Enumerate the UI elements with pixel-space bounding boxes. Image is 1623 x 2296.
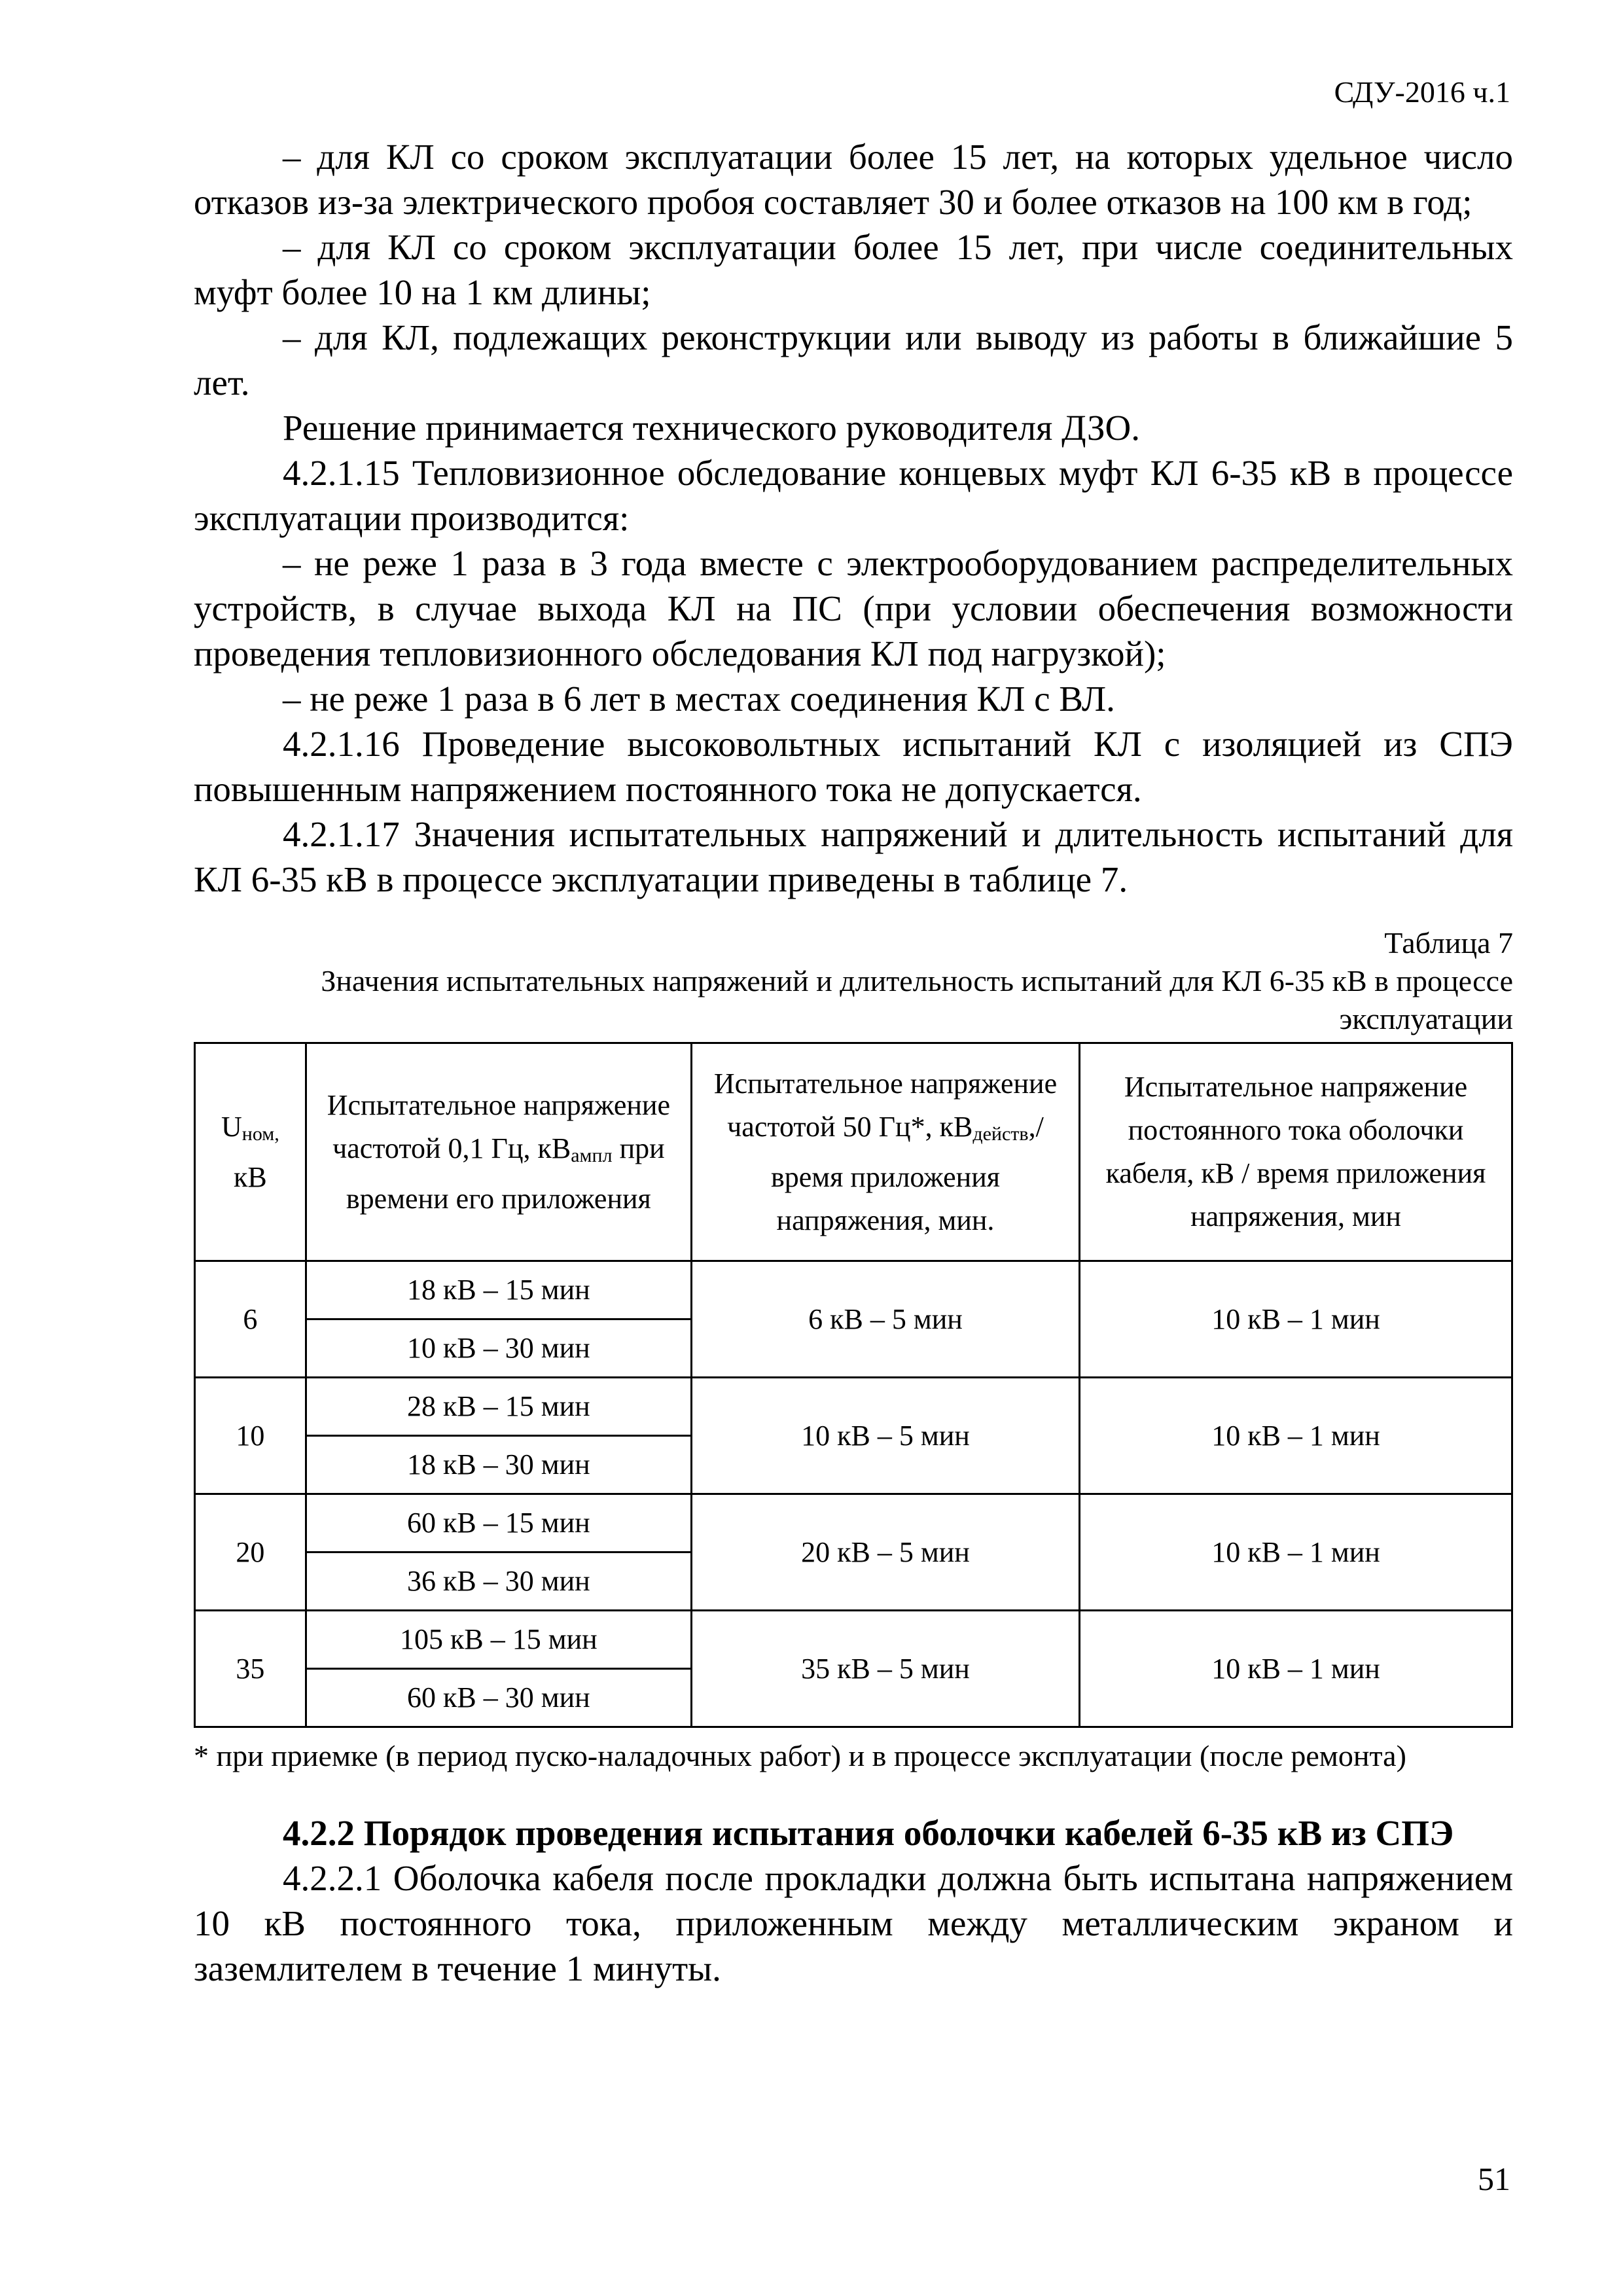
header-u-symbol: U — [221, 1110, 242, 1143]
cell-ac50: 35 кВ – 5 мин — [691, 1611, 1079, 1727]
header-vlf-text: Испытательное напряжение частотой 0,1 Гц, кВ — [327, 1088, 670, 1164]
paragraph: – для КЛ со сроком эксплуатации более 15 лет, при числе соединительных муфт более 10 на 1 км длины; — [194, 227, 1513, 312]
header-dc-sheath: Испытательное напряжение постоянного тока оболочки кабеля, кВ / время приложения напряжения, мин — [1080, 1043, 1512, 1261]
cell-ac50: 20 кВ – 5 мин — [691, 1494, 1079, 1611]
paragraph: – не реже 1 раза в 3 года вместе с электрооборудованием распределительных устройств, в случае выхода КЛ на ПС (при условии обеспечения возможности проведения тепловизионного обследования КЛ под нагрузкой); — [194, 543, 1513, 673]
cell-vlf: 105 кВ – 15 мин — [306, 1611, 691, 1669]
header-u-subscript: ном, — [241, 1122, 279, 1145]
cell-u-nom: 35 — [195, 1611, 306, 1727]
cell-dc-sheath: 10 кВ – 1 мин — [1080, 1378, 1512, 1494]
table-row — [195, 1261, 1512, 1319]
cell-vlf: 60 кВ – 15 мин — [306, 1494, 691, 1552]
section-heading: 4.2.2 Порядок проведения испытания оболочки кабелей 6-35 кВ из СПЭ — [283, 1813, 1454, 1853]
cell-ac50: 10 кВ – 5 мин — [691, 1378, 1079, 1494]
header-u-nom — [195, 1043, 306, 1261]
document-code: СДУ-2016 ч.1 — [1334, 75, 1510, 109]
cell-vlf: 18 кВ – 15 мин — [306, 1261, 691, 1319]
section-paragraph: 4.2.2.1 Оболочка кабеля после прокладки должна быть испытана напряжением 10 кВ постоянного тока, приложенным между металлическим экраном и заземлителем в течение 1 минуты. — [194, 1858, 1513, 1988]
page-content — [194, 134, 1513, 1991]
paragraph: – для КЛ, подлежащих реконструкции или выводу из работы в ближайшие 5 лет. — [194, 317, 1513, 403]
table-row — [195, 1611, 1512, 1669]
header-ac50 — [691, 1043, 1079, 1261]
cell-vlf: 60 кВ – 30 мин — [306, 1669, 691, 1727]
cell-u-nom: 10 — [195, 1378, 306, 1494]
paragraph: – для КЛ со сроком эксплуатации более 15 лет, на которых удельное число отказов из-за электрического пробоя составляет 30 и более отказов на 100 км в год; — [194, 137, 1513, 222]
paragraph: 4.2.1.16 Проведение высоковольтных испытаний КЛ с изоляцией из СПЭ повышенным напряжением постоянного тока не допускается. — [194, 724, 1513, 809]
cell-vlf: 36 кВ – 30 мин — [306, 1552, 691, 1611]
page-number: 51 — [1478, 2161, 1510, 2197]
table-row — [195, 1378, 1512, 1436]
paragraph: 4.2.1.15 Тепловизионное обследование концевых муфт КЛ 6-35 кВ в процессе эксплуатации производится: — [194, 453, 1513, 538]
header-vlf-subscript: ампл — [571, 1144, 613, 1166]
paragraph: – не реже 1 раза в 6 лет в местах соединения КЛ с ВЛ. — [283, 679, 1115, 719]
paragraph: Решение принимается технического руководителя ДЗО. — [283, 408, 1141, 448]
table-title: Значения испытательных напряжений и длительность испытаний для КЛ 6-35 кВ в процессе эксплуатации — [321, 964, 1513, 1035]
cell-ac50: 6 кВ – 5 мин — [691, 1261, 1079, 1378]
cell-vlf: 10 кВ – 30 мин — [306, 1319, 691, 1378]
table-number: Таблица 7 — [1384, 926, 1513, 960]
header-u-unit: кВ — [234, 1160, 267, 1193]
cell-vlf: 28 кВ – 15 мин — [306, 1378, 691, 1436]
header-ac50-subscript: действ — [972, 1122, 1029, 1145]
cell-dc-sheath: 10 кВ – 1 мин — [1080, 1261, 1512, 1378]
cell-dc-sheath: 10 кВ – 1 мин — [1080, 1611, 1512, 1727]
header-vlf — [306, 1043, 691, 1261]
header-ac50-text: Испытательное напряжение частотой 50 Гц*, кВ — [713, 1067, 1058, 1143]
cell-u-nom: 6 — [195, 1261, 306, 1378]
cell-u-nom: 20 — [195, 1494, 306, 1611]
table-footnote: * при приемке (в период пуско-наладочных работ) и в процессе эксплуатации (после ремонта) — [194, 1739, 1406, 1772]
test-voltage-table — [194, 1042, 1513, 1728]
table-header-row — [195, 1043, 1512, 1261]
cell-dc-sheath: 10 кВ – 1 мин — [1080, 1494, 1512, 1611]
paragraph: 4.2.1.17 Значения испытательных напряжений и длительность испытаний для КЛ 6-35 кВ в процессе эксплуатации приведены в таблице 7. — [194, 814, 1513, 899]
header-ac50-text-end: ,/ время приложения напряжения, мин. — [770, 1110, 1044, 1236]
table-row — [195, 1494, 1512, 1552]
header-vlf-text-end: при времени его приложения — [346, 1132, 665, 1215]
cell-vlf: 18 кВ – 30 мин — [306, 1436, 691, 1494]
